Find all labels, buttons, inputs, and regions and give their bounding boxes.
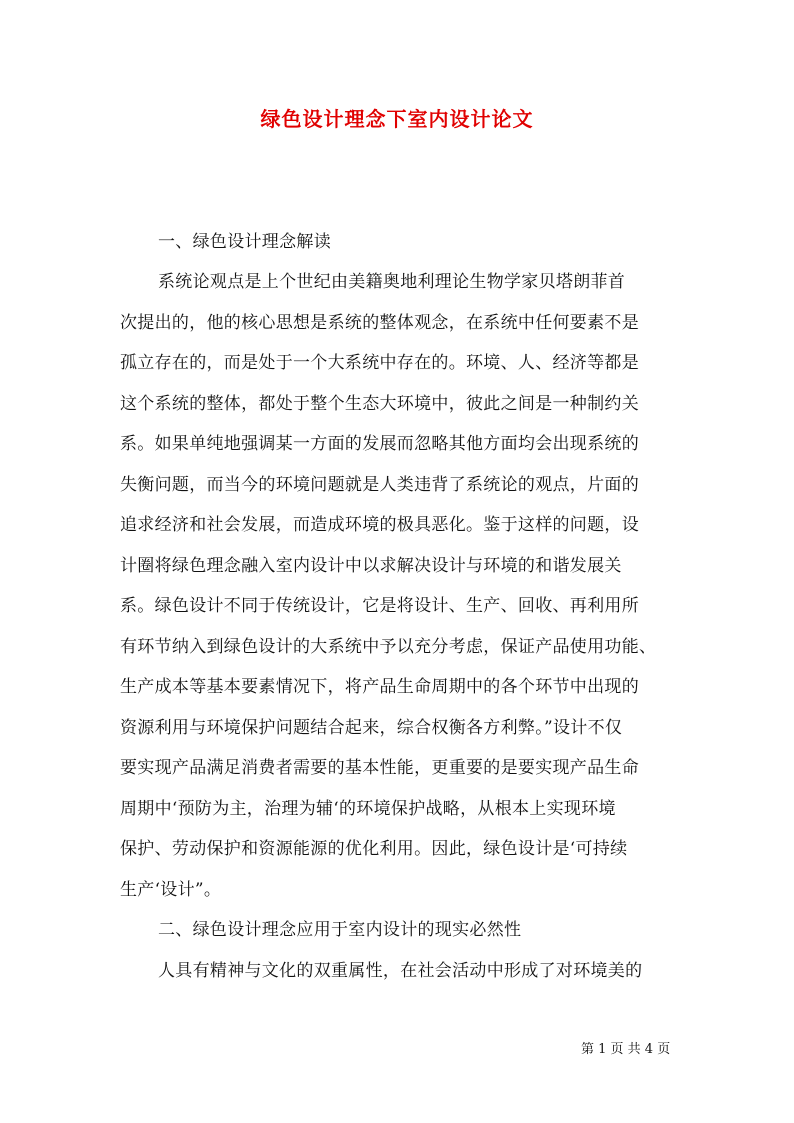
paragraph-line: 系统论观点是上个世纪由美籍奥地利理论生物学家贝塔朗菲首 xyxy=(158,272,626,292)
paragraph-line: 这个系统的整体，都处于整个生态大环境中，彼此之间是一种制约关 xyxy=(120,394,639,414)
paragraph-line: 保护、劳动保护和资源能源的优化利用。因此，绿色设计是‘可持续 xyxy=(120,839,628,859)
paragraph-line: 系。绿色设计不同于传统设计，它是将设计、生产、回收、再利用所 xyxy=(120,596,639,616)
section-heading-2: 二、绿色设计理念应用于室内设计的现实必然性 xyxy=(158,920,522,940)
paragraph-line: 有环节纳入到绿色设计的大系统中予以充分考虑，保证产品使用功能、 xyxy=(120,637,657,657)
paragraph-line: 周期中‘预防为主，治理为辅‘的环境保护战略，从根本上实现环境 xyxy=(120,799,616,819)
paragraph-line: 生产成本等基本要素情况下，将产品生命周期中的各个环节中出现的 xyxy=(120,677,639,697)
paragraph-line: 系。如果单纯地强调某一方面的发展而忽略其他方面均会出现系统的 xyxy=(120,434,639,454)
paragraph-line: 生产‘设计”。 xyxy=(120,880,222,900)
paragraph-line: 计圈将绿色理念融入室内设计中以求解决设计与环境的和谐发展关 xyxy=(120,556,622,576)
paragraph-line: 人具有精神与文化的双重属性，在社会活动中形成了对环境美的 xyxy=(158,961,643,981)
section-heading-1: 一、绿色设计理念解读 xyxy=(158,232,331,252)
paragraph-line: 资源利用与环境保护问题结合起来，综合权衡各方利弊。”设计不仅 xyxy=(120,718,623,738)
paragraph-line: 追求经济和社会发展，而造成环境的极具恶化。鉴于这样的问题，设 xyxy=(120,515,639,535)
paragraph-line: 要实现产品满足消费者需要的基本性能，更重要的是要实现产品生命 xyxy=(120,758,639,778)
page-number-footer: 第 1 页 共 4 页 xyxy=(581,1042,671,1057)
paragraph-line: 失衡问题，而当今的环境问题就是人类违背了系统论的观点，片面的 xyxy=(120,475,639,495)
paragraph-line: 孤立存在的，而是处于一个大系统中存在的。环境、人、经济等都是 xyxy=(120,353,639,373)
document-title: 绿色设计理念下室内设计论文 xyxy=(260,107,534,131)
paragraph-line: 次提出的，他的核心思想是系统的整体观念，在系统中任何要素不是 xyxy=(120,313,639,333)
